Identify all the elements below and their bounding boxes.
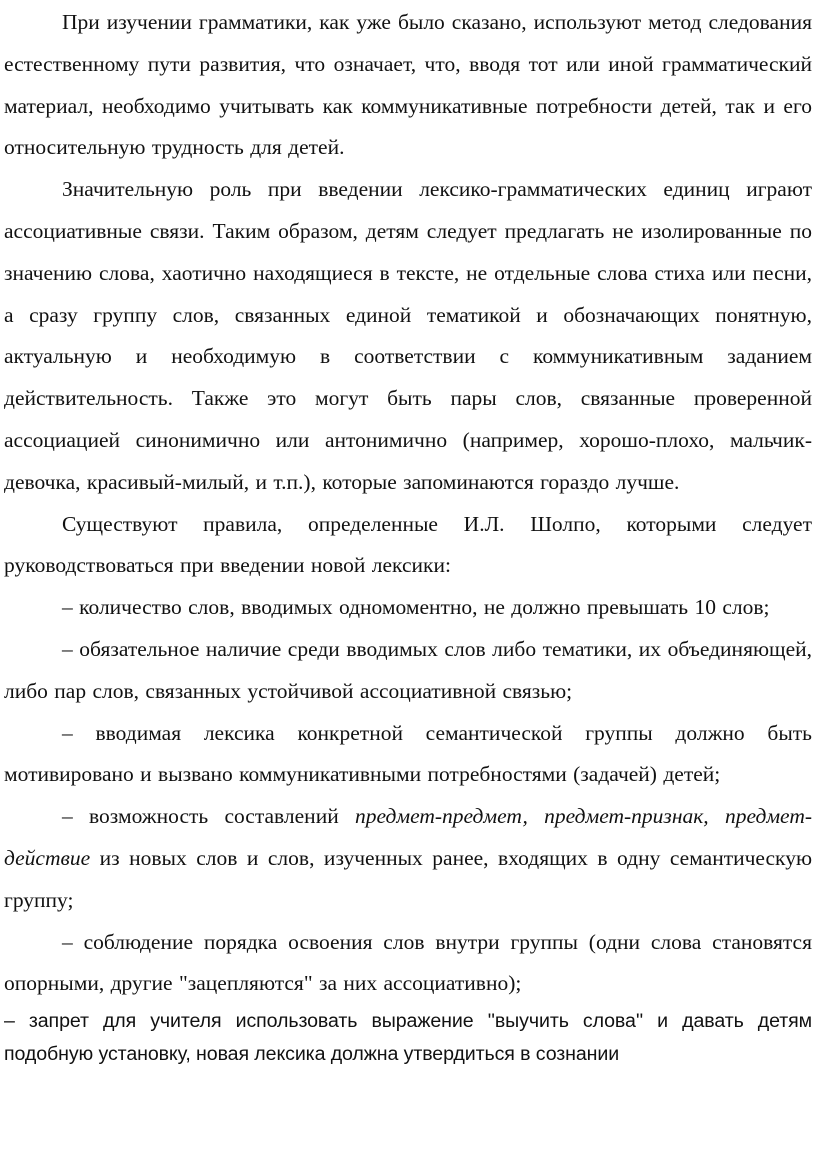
paragraph-sholpo-rules-intro: Существуют правила, определенные И.Л. Шолпо, которыми следует руководствоваться при введении новой лексики:	[4, 511, 812, 578]
paragraph-grammar-method: При изучении грамматики, как уже было сказано, используют метод следования естественному пути развития, что означает, что, вводя тот или иной грамматический материал, необходимо учитывать как коммуникативные потребности детей, так и его относительную трудность для детей.	[4, 10, 812, 160]
rule-combination-italic-terms: предмет-предмет, предмет-признак, предмет-действие	[4, 804, 813, 870]
rule-combination-prefix: – возможность составлений	[62, 804, 355, 829]
paragraph-associative-links: Значительную роль при введении лексико-грамматических единиц играют ассоциативные связи. Таким образом, детям следует предлагать не изолированные по значению слова, хаотично находящиеся в тексте, не отдельные слова стиха или песни, а сразу группу слов, связанных единой тематикой и обозначающих понятную, актуальную и необходимую в соответствии с коммуникативным заданием действительность. Также это могут быть пары слов, связанные проверенной ассоциацией синонимично или антонимично (например, хорошо-плохо, мальчик-девочка, красивый-милый, и т.п.), которые запоминаются гораздо лучше.	[4, 177, 812, 494]
rule-communicative-motivation: – вводимая лексика конкретной семантической группы должно быть мотивировано и вызвано коммуникативными потребностями (задачей) детей;	[4, 720, 812, 787]
rule-combination-possibility	[4, 796, 812, 921]
rule-learning-order: – соблюдение порядка освоения слов внутри группы (одни слова становятся опорными, другие "зацепляются" за них ассоциативно);	[4, 929, 812, 996]
rule-combination-suffix: из новых слов и слов, изученных ранее, входящих в одну семантическую группу;	[4, 845, 812, 912]
rule-thematic-grouping: – обязательное наличие среди вводимых слов либо тематики, их объединяющей, либо пар слов, связанных устойчивой ассоциативной связью;	[4, 636, 812, 703]
rule-word-count: – количество слов, вводимых одномоментно, не должно превышать 10 слов;	[62, 595, 770, 620]
rule-no-memorize-instruction: – запрет для учителя использовать выражение ''выучить слова'' и давать детям подобную установку, новая лексика должна утвердиться в сознании	[4, 1010, 812, 1066]
